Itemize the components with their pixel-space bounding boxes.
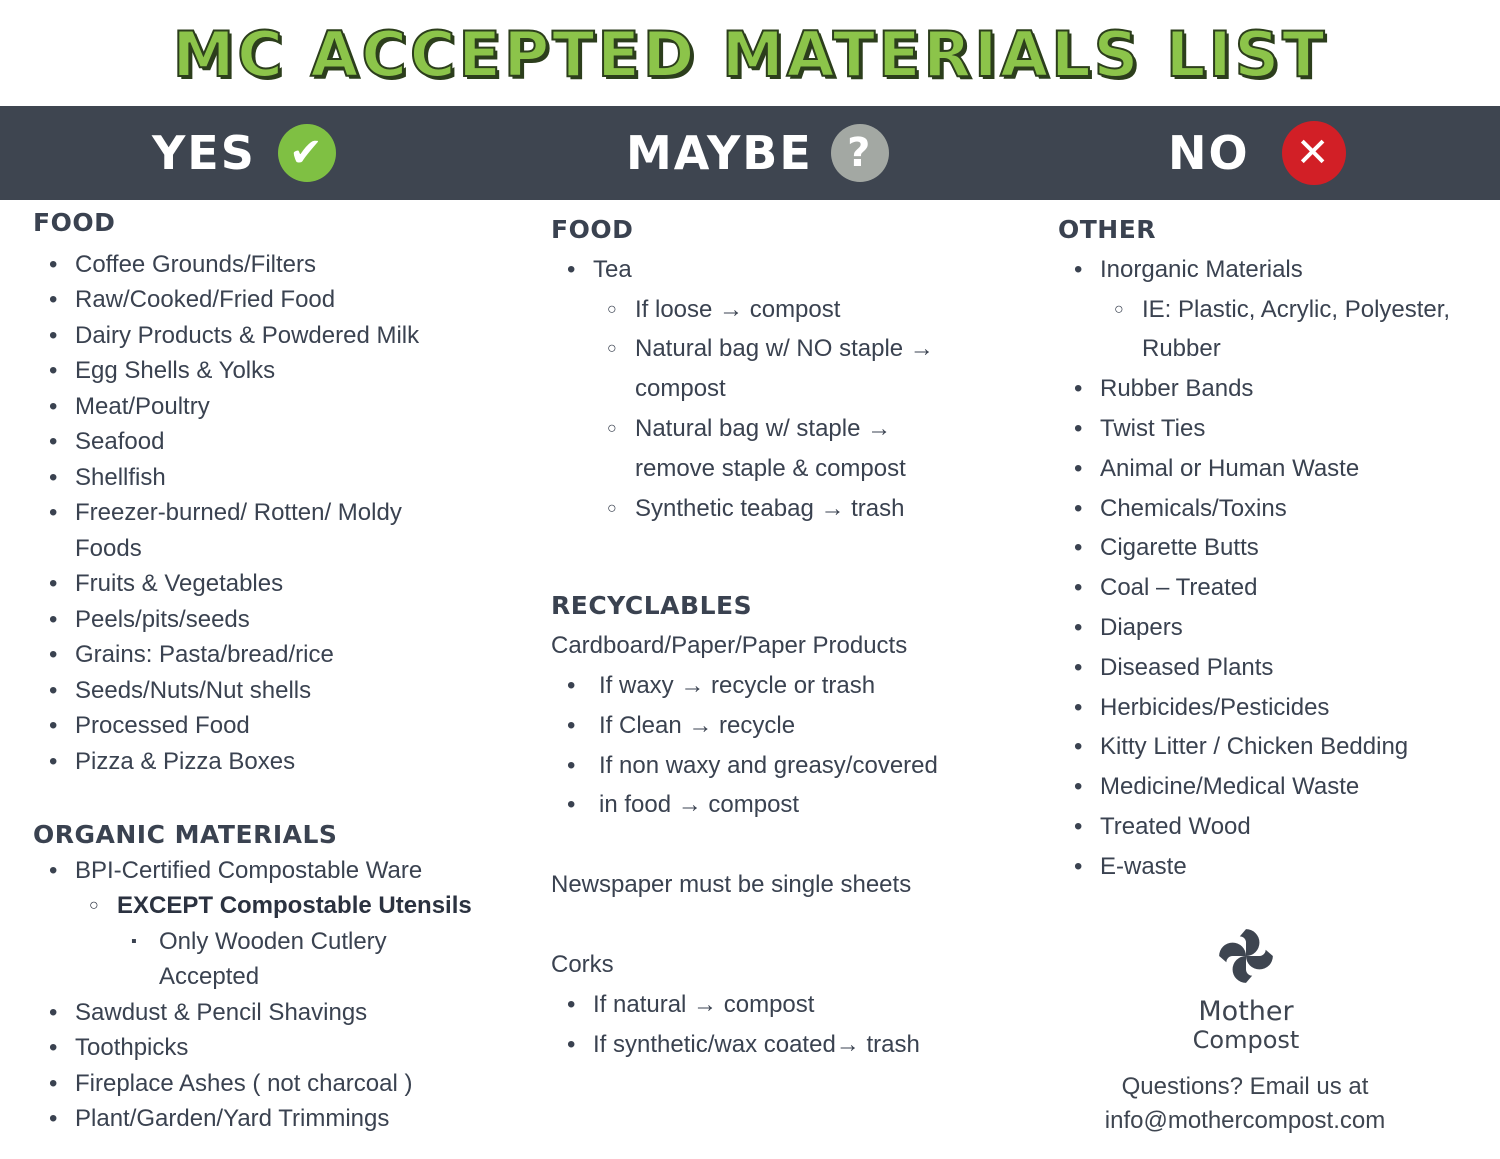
column-header-bar <box>0 106 1500 200</box>
list-item: • If natural → compost <box>551 985 991 1025</box>
list-item: • Chemicals/Toxins <box>1058 489 1478 529</box>
checkmark-icon: ✔ <box>278 124 336 182</box>
cardboard-label: Cardboard/Paper/Paper Products <box>551 632 908 660</box>
maybe-label: MAYBE <box>626 126 813 180</box>
list-item: • Diseased Plants <box>1058 648 1478 688</box>
list-item: • Seeds/Nuts/Nut shells <box>33 673 503 709</box>
maybe-food-title: FOOD <box>551 215 634 244</box>
list-item-except: ○ EXCEPT Compostable Utensils <box>33 888 503 924</box>
list-item: • Dairy Products & Powdered Milk <box>33 318 503 354</box>
list-item: • If waxy → recycle or trash <box>551 666 991 706</box>
list-item: • If synthetic/wax coated→ trash <box>551 1025 991 1065</box>
yes-header <box>152 106 336 200</box>
list-item: • Kitty Litter / Chicken Bedding <box>1058 727 1478 767</box>
contact-line-1: Questions? Email us at <box>1121 1073 1369 1100</box>
list-item: • Raw/Cooked/Fried Food <box>33 282 503 318</box>
list-item: ○ Synthetic teabag → trash <box>551 489 991 529</box>
newspaper-note: Newspaper must be single sheets <box>551 871 912 899</box>
list-item: • Sawdust & Pencil Shavings <box>33 995 503 1031</box>
list-item: • Diapers <box>1058 608 1478 648</box>
contact-email-link[interactable]: info@mothercompost.com <box>1104 1107 1386 1134</box>
list-item: • Fireplace Ashes ( not charcoal ) <box>33 1066 503 1102</box>
list-item: • Twist Ties <box>1058 409 1478 449</box>
list-item: • Medicine/Medical Waste <box>1058 767 1478 807</box>
list-item: ○ Natural bag w/ staple → remove staple & compost <box>551 409 971 489</box>
no-label: NO <box>1168 126 1250 180</box>
list-item: • Seafood <box>33 424 503 460</box>
no-column <box>1058 210 1478 887</box>
no-header <box>1168 106 1346 200</box>
list-item: • Herbicides/Pesticides <box>1058 688 1478 728</box>
list-item: • Coal – Treated <box>1058 568 1478 608</box>
yes-organic-list <box>33 853 503 1137</box>
maybe-corks-list <box>551 985 991 1065</box>
corks-label: Corks <box>551 950 614 978</box>
list-item: • Pizza & Pizza Boxes <box>33 744 503 780</box>
x-mark-icon: ✕ <box>1282 121 1346 185</box>
maybe-food-list <box>551 250 991 529</box>
yes-food-list <box>33 247 503 780</box>
maybe-recyclables-title: RECYCLABLES <box>551 591 753 621</box>
list-item: • Freezer-burned/ Rotten/ Moldy Foods <box>33 495 473 566</box>
list-item: • Rubber Bands <box>1058 369 1478 409</box>
list-item: • If non waxy and greasy/covered <box>551 746 991 786</box>
maybe-header <box>626 106 889 200</box>
list-item: • Grains: Pasta/bread/rice <box>33 637 503 673</box>
page-title: MC ACCEPTED MATERIALS LIST <box>172 18 1328 91</box>
yes-label: YES <box>152 126 256 180</box>
list-item: • Coffee Grounds/Filters <box>33 247 503 283</box>
contact-info <box>1050 1070 1440 1138</box>
list-item: ○ Natural bag w/ NO staple → compost <box>551 329 971 409</box>
list-item: • Egg Shells & Yolks <box>33 353 503 389</box>
list-item: • If Clean → recycle <box>551 706 991 746</box>
list-item: • Tea <box>551 250 991 290</box>
list-item: • Animal or Human Waste <box>1058 449 1478 489</box>
logo-line-1: Mother <box>1198 996 1294 1027</box>
list-item: ○ IE: Plastic, Acrylic, Polyester, Rubber <box>1058 290 1468 370</box>
maybe-cardboard-list <box>551 666 991 825</box>
maybe-column <box>551 210 991 1064</box>
question-mark-icon: ? <box>831 124 889 182</box>
yes-organic-title: ORGANIC MATERIALS <box>33 820 338 849</box>
no-list <box>1058 250 1478 887</box>
mother-compost-logo <box>1186 925 1306 1054</box>
list-item: • BPI-Certified Compostable Ware <box>33 853 503 889</box>
logo-line-2: Compost <box>1192 1026 1300 1054</box>
list-item: ○ If loose → compost <box>551 290 991 330</box>
list-item: • Meat/Poultry <box>33 389 503 425</box>
list-item: • Fruits & Vegetables <box>33 566 503 602</box>
list-item: • Cigarette Butts <box>1058 528 1478 568</box>
list-item: • E-waste <box>1058 847 1478 887</box>
list-item: • Treated Wood <box>1058 807 1478 847</box>
yes-column <box>33 205 503 1137</box>
list-item: • Peels/pits/seeds <box>33 602 503 638</box>
list-item: • Processed Food <box>33 708 503 744</box>
yes-food-title: FOOD <box>33 208 116 237</box>
logo-swirl-icon <box>1215 925 1277 987</box>
no-other-title: OTHER <box>1058 215 1157 244</box>
list-item: • Shellfish <box>33 460 503 496</box>
list-item: • Inorganic Materials <box>1058 250 1478 290</box>
list-item: • in food → compost <box>551 785 991 825</box>
list-item: • Toothpicks <box>33 1030 503 1066</box>
list-item: • Plant/Garden/Yard Trimmings <box>33 1101 503 1137</box>
list-item-wooden: ▪ Only Wooden Cutlery Accepted <box>33 924 433 995</box>
